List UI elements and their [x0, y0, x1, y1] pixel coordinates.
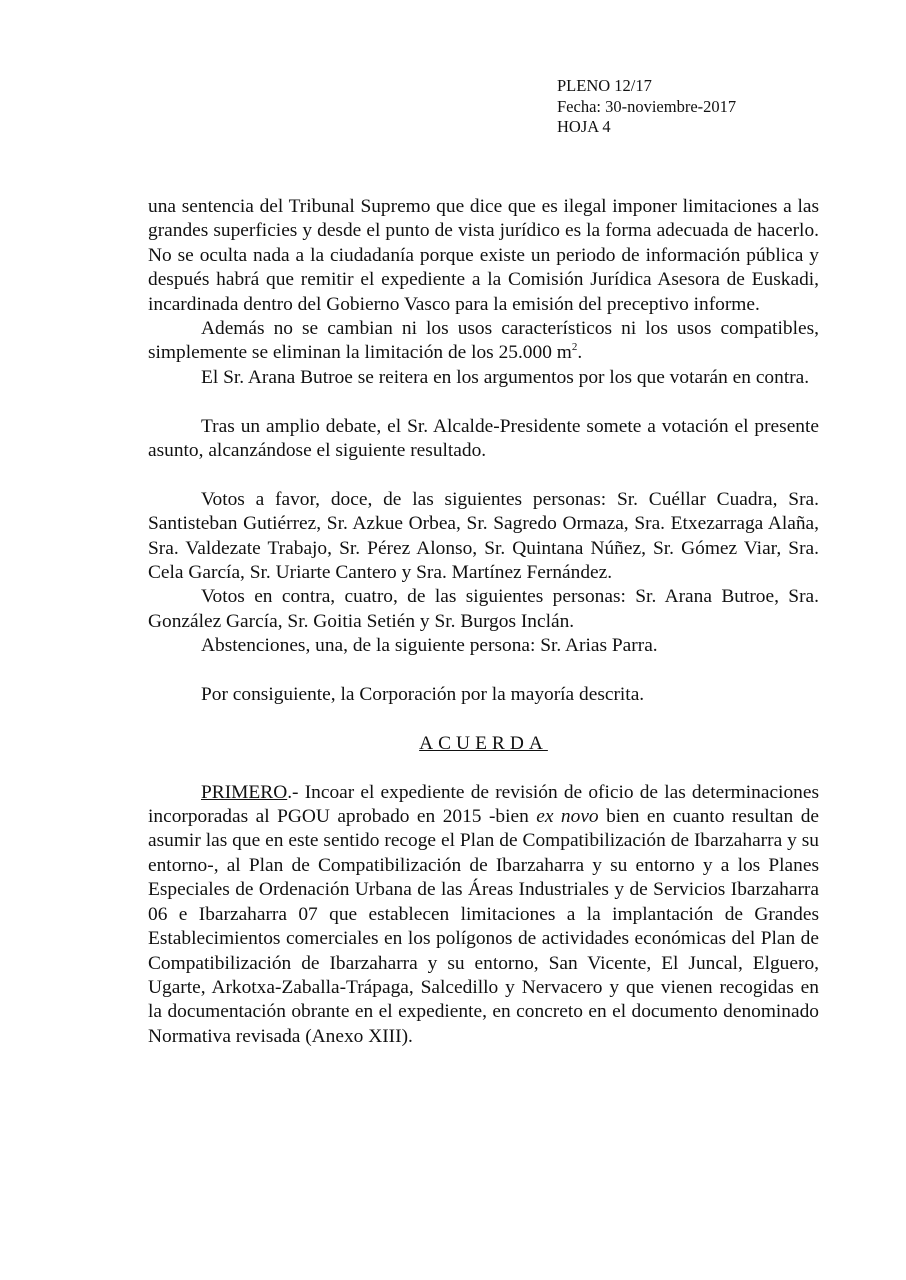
paragraph-consiguiente: Por consiguiente, la Corporación por la mayoría descrita.	[201, 684, 645, 706]
abstentions: Abstenciones, una, de la siguiente persona: Sr. Arias Parra.	[201, 635, 658, 657]
primero-label: PRIMERO	[201, 781, 288, 803]
paragraph-continuation: una sentencia del Tribunal Supremo que dice que es ilegal imponer limitaciones a las grandes superficies y desde el punto de vista jurídico es la forma adecuada de hacerlo. No se oculta nada a la ciudadanía porque existe un periodo de información pública y después habrá que remitir el expediente a la Comisión Jurídica Asesora de Euskadi, incardinada dentro del Gobierno Vasco para la emisión del preceptivo informe.	[148, 196, 819, 315]
paragraph-primero	[148, 781, 819, 1049]
votes-against: Votos en contra, cuatro, de las siguientes personas: Sr. Arana Butroe, Sra. González García, Sr. Goitia Setién y Sr. Burgos Inclán.	[148, 586, 819, 632]
acuerda-heading	[148, 732, 819, 756]
primero-separator: .-	[287, 781, 305, 803]
session-number: PLENO 12/17	[557, 76, 652, 95]
votes-for: Votos a favor, doce, de las siguientes personas: Sr. Cuéllar Cuadra, Sra. Santisteban Gutiérrez, Sr. Azkue Orbea, Sr. Sagredo Ormaza, Sra. Etxezarraga Alaña, Sra. Valdezate Trabajo, Sr. Pérez Alonso, Sr. Quintana Núñez, Sr. Gómez Viar, Sra. Cela García, Sr. Uriarte Cantero y Sra. Martínez Fernández.	[148, 488, 819, 584]
acuerda-title: ACUERDA	[419, 732, 548, 754]
primero-text-b: bien en cuanto resultan de asumir las que en este sentido recoge el Plan de Compatibilización de Ibarzaharra y su entorno-, al Plan de Compatibilización de Ibarzaharra y su entorno y a los Planes Especiales de Ordenación Urbana de las Áreas Industriales y de Servicios Ibarzaharra 06 e Ibarzaharra 07 que establecen limitaciones a la implantación de Grandes Establecimientos comerciales en los polígonos de actividades económicas del Plan de Compatibilización de Ibarzaharra y su entorno, San Vicente, El Juncal, Elguero, Ugarte, Arkotxa-Zaballa-Trápaga, Salcedillo y Nervacero y que vienen recogidas en la documentación obrante en el expediente, en concreto en el documento denominado Normativa revisada (Anexo XIII).	[148, 806, 819, 1047]
paragraph-usos-text: Además no se cambian ni los usos característicos ni los usos compatibles, simplemente se eliminan la limitación de los 25.000 m	[148, 318, 819, 364]
document-body	[148, 195, 819, 1049]
session-date: Fecha: 30-noviembre-2017	[557, 96, 737, 116]
page-header	[557, 76, 736, 138]
paragraph-usos-end: .	[577, 342, 583, 364]
paragraph-usos	[148, 317, 819, 366]
sheet-number: HOJA 4	[557, 117, 611, 136]
primero-text-a: Incoar el expediente de revisión de oficio de las determinaciones incorporadas al PGOU aprobado en 2015 -bien	[148, 781, 819, 828]
paragraph-votacion: Tras un amplio debate, el Sr. Alcalde-Presidente somete a votación el presente asunto, alcanzándose el siguiente resultado.	[148, 415, 819, 462]
primero-italic: ex novo	[536, 806, 599, 828]
paragraph-arana: El Sr. Arana Butroe se reitera en los argumentos por los que votarán en contra.	[201, 366, 810, 388]
superscript: 2	[571, 341, 578, 354]
